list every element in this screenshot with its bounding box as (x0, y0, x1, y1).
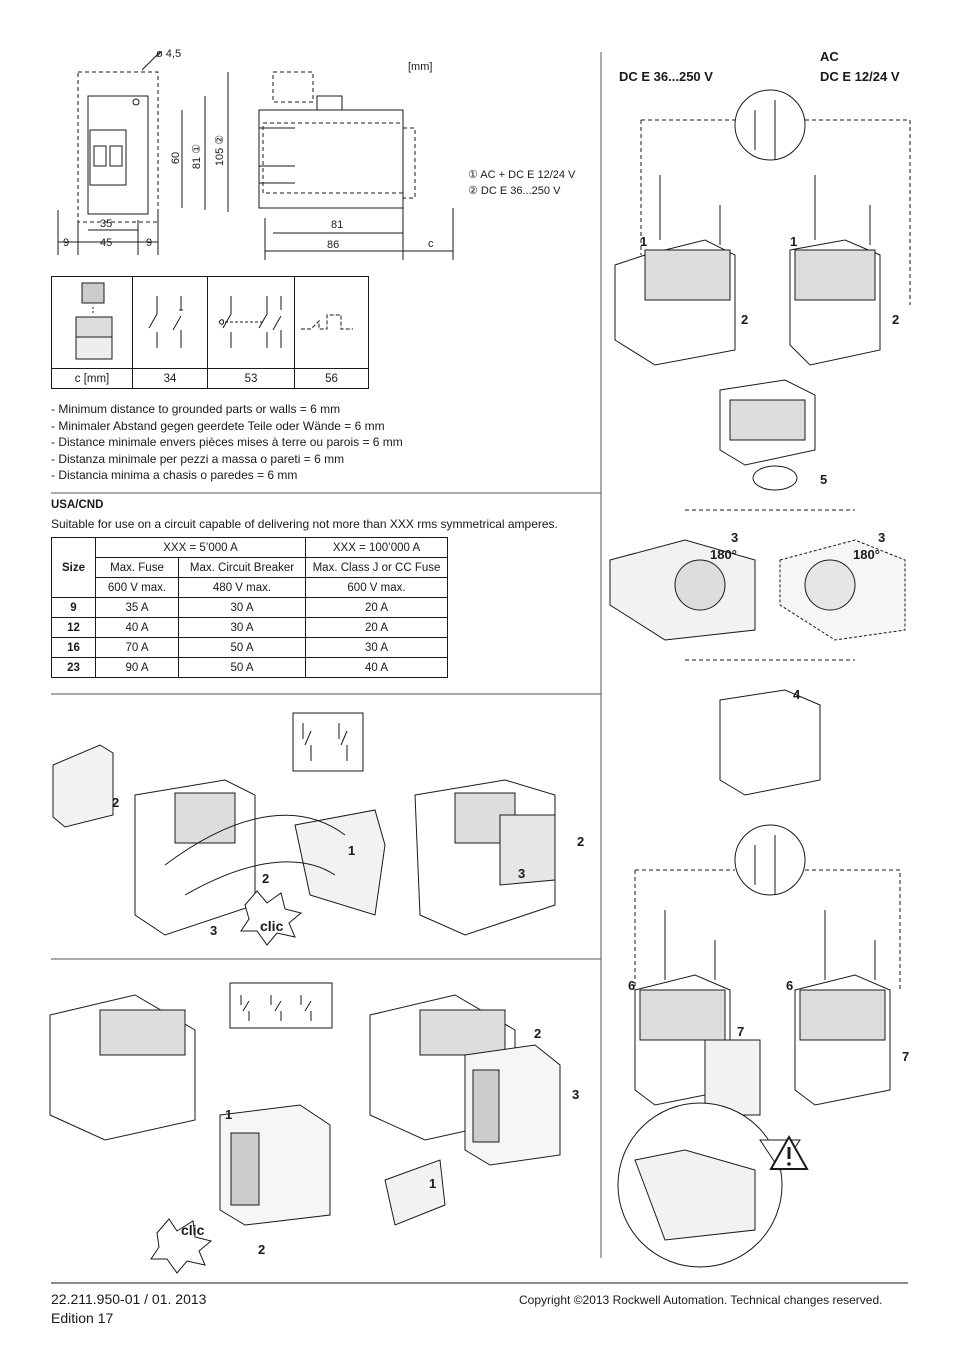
dim-9-right: 9 (146, 237, 153, 249)
max-fuse-header: Max. Fuse (96, 558, 179, 578)
group-5000-header: XXX = 5’000 A (96, 538, 306, 558)
voltage-class-j: 600 V max. (306, 578, 448, 598)
minimum-distance-notes (51, 401, 403, 484)
step-label: 1 (790, 234, 798, 249)
dim-81-width: 81 (331, 219, 344, 231)
max-breaker-header: Max. Circuit Breaker (179, 558, 306, 578)
step-label: 5 (820, 472, 828, 487)
step-label: 6 (786, 978, 794, 993)
legend-dc: ② DC E 36...250 V (468, 185, 561, 197)
contact-symbol-53 (208, 277, 295, 369)
unit-label: [mm] (408, 61, 433, 73)
dim-105: 105 ② (214, 134, 227, 167)
step-label: 2 (258, 1242, 266, 1257)
c-value-56: 56 (295, 369, 369, 389)
clic-label: clic (181, 1222, 205, 1238)
copyright-text: Copyright ©2013 Rockwell Automation. Technical changes reserved. (519, 1293, 883, 1307)
dim-35: 35 (100, 218, 113, 230)
contact-symbol-34 (133, 277, 208, 369)
step-label: 1 (640, 234, 648, 249)
note-fr: - Distance minimale envers pièces mises à terre ou parois = 6 mm (51, 435, 403, 450)
hole-dimension: ø 4,5 (156, 48, 182, 60)
step-label: 2 (741, 312, 749, 327)
note-it: - Distanza minimale per pezzi a massa o pareti = 6 mm (51, 451, 345, 466)
step-label: 2 (112, 795, 120, 810)
step-label: 6 (628, 978, 636, 993)
note-en: - Minimum distance to grounded parts or walls = 6 mm (51, 402, 341, 416)
warning-icon (769, 1135, 809, 1171)
step-label: 7 (902, 1049, 910, 1064)
class-j-header: Max. Class J or CC Fuse (306, 558, 448, 578)
note-es: - Distancia minima a chasis o paredes = 6 mm (51, 468, 298, 483)
c-dimension-table (51, 276, 369, 389)
size-header: Size (52, 538, 96, 598)
dim-45: 45 (100, 237, 113, 249)
voltage-breaker: 480 V max. (179, 578, 306, 598)
step-label: 1 (225, 1107, 233, 1122)
dim-c: c (428, 238, 434, 250)
side-dimension-drawing (255, 68, 455, 268)
group-100000-header: XXX = 100’000 A (306, 538, 448, 558)
table-row: 23 90 A 50 A 40 A (52, 658, 448, 678)
ac-label: AC (820, 49, 839, 64)
rotation-label: 180° (853, 547, 880, 562)
table-row: 9 35 A 30 A 20 A (52, 598, 448, 618)
legend-ac: ① AC + DC E 12/24 V (468, 169, 576, 181)
dim-9-left: 9 (63, 237, 70, 249)
step-label: 3 (572, 1087, 580, 1102)
step-label: 3 (731, 530, 739, 545)
timing-symbol-56 (295, 277, 369, 369)
dc-voltage-label: DC E 36...250 V (619, 69, 713, 84)
auxiliary-block-illustration (52, 277, 133, 369)
note-de: - Minimaler Abstand gegen geerdete Teile oder Wände = 6 mm (51, 418, 385, 433)
clic-label: clic (260, 918, 284, 934)
step-label: 4 (793, 687, 801, 702)
step-label: 2 (534, 1026, 542, 1041)
step-label: 2 (892, 312, 900, 327)
usa-heading: USA/CND (51, 499, 104, 511)
front-auxiliary-mounting-illustration (45, 975, 595, 1265)
coil-removal-illustration (605, 80, 925, 1250)
table-row: 16 70 A 50 A 30 A (52, 638, 448, 658)
dim-81: 81 ① (191, 143, 204, 170)
c-row-label: c [mm] (52, 369, 133, 389)
step-label: 3 (210, 923, 218, 938)
dc-low-voltage-label: DC E 12/24 V (820, 69, 900, 84)
voltage-fuse: 600 V max. (96, 578, 179, 598)
table-row: 12 40 A 30 A 20 A (52, 618, 448, 638)
step-label: 1 (348, 843, 356, 858)
document-number: 22.211.950-01 / 01. 2013 (51, 1291, 207, 1307)
edition-label: Edition 17 (51, 1310, 114, 1326)
step-label: 2 (262, 871, 270, 886)
c-value-53: 53 (208, 369, 295, 389)
step-label: 2 (577, 834, 585, 849)
usa-description: Suitable for use on a circuit capable of delivering not more than XXX rms symmetrical amperes. (51, 517, 558, 531)
c-value-34: 34 (133, 369, 208, 389)
dim-86: 86 (327, 239, 340, 251)
dim-60: 60 (170, 151, 183, 165)
step-label: 7 (737, 1024, 745, 1039)
step-label: 3 (878, 530, 886, 545)
side-auxiliary-mounting-illustration (45, 705, 595, 955)
step-label: 3 (518, 866, 526, 881)
step-label: 1 (429, 1176, 437, 1191)
rotation-label: 180° (710, 547, 737, 562)
ratings-table (51, 537, 448, 678)
